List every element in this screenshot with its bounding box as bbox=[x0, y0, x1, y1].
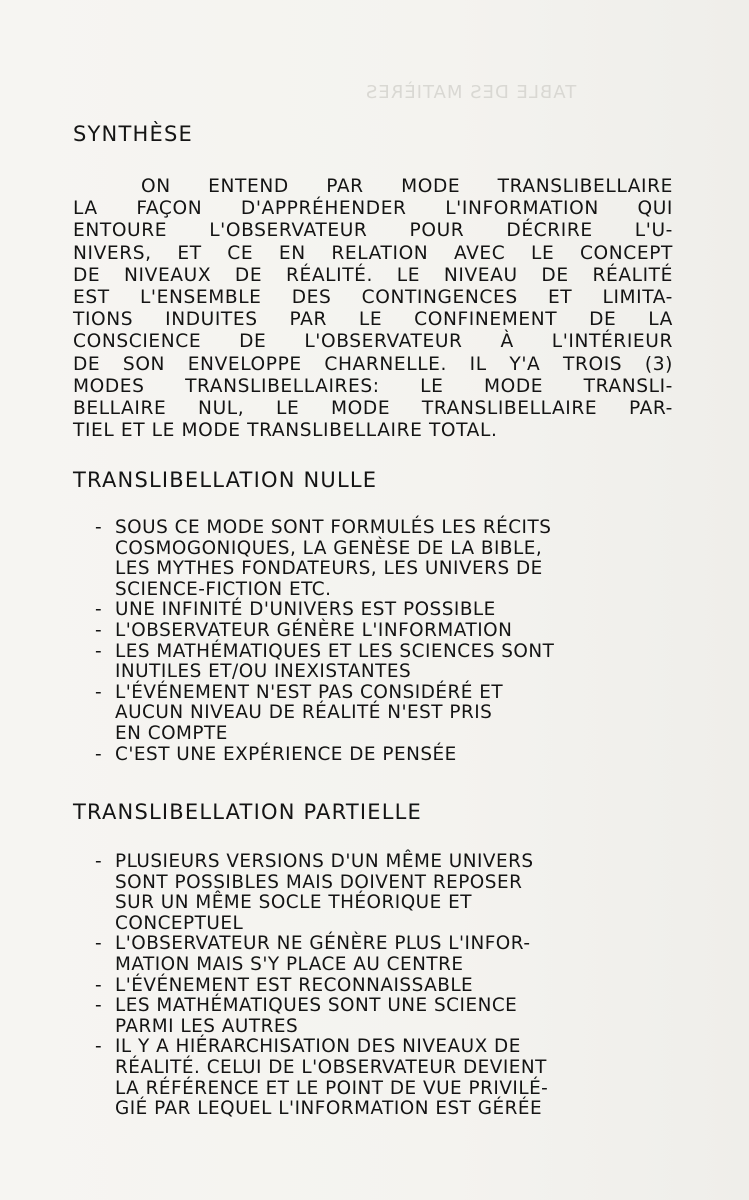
list-item-line: COSMOGONIQUES, LA GENÈSE DE LA BIBLE, bbox=[115, 537, 543, 559]
list-item-line: L'OBSERVATEUR GÉNÈRE L'INFORMATION bbox=[115, 619, 513, 641]
list-item bbox=[95, 996, 548, 1037]
list-item-line: INUTILES ET/OU INEXISTANTES bbox=[115, 661, 412, 683]
paragraph-line: CONSCIENCE DE L'OBSERVATEUR À L'INTÉRIEUR bbox=[73, 331, 673, 353]
list-item-line: C'EST UNE EXPÉRIENCE DE PENSÉE bbox=[115, 743, 457, 765]
paragraph-line: BELLAIRE NUL, LE MODE TRANSLIBELLAIRE PAR- bbox=[73, 398, 673, 420]
list-item bbox=[95, 745, 554, 766]
paragraph-line: EST L'ENSEMBLE DES CONTINGENCES ET LIMITA- bbox=[73, 287, 673, 309]
list-item-line: GIÉ PAR LEQUEL L'INFORMATION EST GÉRÉE bbox=[115, 1098, 543, 1120]
list-item-line: PLUSIEURS VERSIONS D'UN MÊME UNIVERS bbox=[115, 851, 534, 872]
paragraph-line: TIONS INDUITES PAR LE CONFINEMENT DE LA bbox=[73, 309, 673, 331]
paragraph-line: LA FAÇON D'APPRÉHENDER L'INFORMATION QUI bbox=[73, 198, 673, 220]
list-item-line: SUR UN MÊME SOCLE THÉORIQUE ET bbox=[115, 892, 472, 914]
bullet-dash: - bbox=[95, 599, 103, 621]
list-item-line: LES MATHÉMATIQUES ET LES SCIENCES SONT bbox=[115, 640, 555, 662]
list-item-line: LES MATHÉMATIQUES SONT UNE SCIENCE bbox=[115, 995, 518, 1017]
list-item-line: SONT POSSIBLES MAIS DOIVENT REPOSER bbox=[115, 871, 523, 893]
paragraph-line: MODES TRANSLIBELLAIRES: LE MODE TRANSLI- bbox=[73, 375, 673, 397]
list-item-line: AUCUN NIVEAU DE RÉALITÉ N'EST PRIS bbox=[115, 702, 493, 724]
list-nulle bbox=[95, 518, 554, 765]
list-item-line: PARMI LES AUTRES bbox=[115, 1015, 299, 1037]
section-heading-partielle: TRANSLIBELLATION PARTIELLE bbox=[73, 800, 422, 824]
paragraph-line: ON ENTEND PAR MODE TRANSLIBELLAIRE bbox=[141, 176, 673, 197]
list-item-line: IL Y A HIÉRARCHISATION DES NIVEAUX DE bbox=[115, 1036, 521, 1058]
list-item-line: L'ÉVÉNEMENT N'EST PAS CONSIDÉRÉ ET bbox=[115, 681, 504, 703]
bullet-dash: - bbox=[95, 851, 103, 872]
list-item-line: L'ÉVÉNEMENT EST RECONNAISSABLE bbox=[115, 974, 474, 996]
bullet-dash: - bbox=[95, 640, 103, 662]
section-heading-nulle: TRANSLIBELLATION NULLE bbox=[73, 468, 378, 492]
bullet-dash: - bbox=[95, 517, 103, 538]
intro-paragraph bbox=[73, 176, 673, 442]
list-item-line: LA RÉFÉRENCE ET LE POINT DE VUE PRIVILÉ- bbox=[115, 1077, 549, 1099]
list-item-line: SOUS CE MODE SONT FORMULÉS LES RÉCITS bbox=[115, 517, 552, 538]
paragraph-line: DE NIVEAUX DE RÉALITÉ. LE NIVEAU DE RÉALITÉ bbox=[73, 264, 673, 286]
list-item bbox=[95, 1037, 548, 1119]
list-item bbox=[95, 683, 554, 745]
list-item-line: L'OBSERVATEUR NE GÉNÈRE PLUS L'INFOR- bbox=[115, 933, 531, 955]
bullet-dash: - bbox=[95, 619, 103, 641]
list-item bbox=[95, 621, 554, 642]
bullet-dash: - bbox=[95, 974, 103, 996]
list-item-line: CONCEPTUEL bbox=[115, 912, 244, 934]
list-item-line: SCIENCE-FICTION ETC. bbox=[115, 578, 332, 600]
paragraph-line: TIEL ET LE MODE TRANSLIBELLAIRE TOTAL. bbox=[73, 420, 498, 442]
list-item bbox=[95, 976, 548, 997]
paragraph-line: NIVERS, ET CE EN RELATION AVEC LE CONCEPT bbox=[73, 242, 673, 264]
paragraph-line: ENTOURE L'OBSERVATEUR POUR DÉCRIRE L'U- bbox=[73, 220, 673, 242]
page-title: SYNTHÈSE bbox=[73, 122, 193, 146]
list-item-line: MATION MAIS S'Y PLACE AU CENTRE bbox=[115, 953, 464, 975]
bullet-dash: - bbox=[95, 681, 103, 703]
paragraph-line: DE SON ENVELOPPE CHARNELLE. IL Y'A TROIS (3) bbox=[73, 353, 673, 375]
bullet-dash: - bbox=[95, 1036, 103, 1058]
bullet-dash: - bbox=[95, 743, 103, 765]
list-item-line: LES MYTHES FONDATEURS, LES UNIVERS DE bbox=[115, 558, 543, 580]
list-item bbox=[95, 600, 554, 621]
list-item bbox=[95, 518, 554, 600]
bullet-dash: - bbox=[95, 933, 103, 955]
list-item bbox=[95, 642, 554, 683]
list-item-line: RÉALITÉ. CELUI DE L'OBSERVATEUR DEVIENT bbox=[115, 1056, 547, 1078]
bullet-dash: - bbox=[95, 995, 103, 1017]
list-item-line: UNE INFINITÉ D'UNIVERS EST POSSIBLE bbox=[115, 599, 496, 621]
list-item bbox=[95, 934, 548, 975]
show-through-text: TABLE DES MATIÈRES bbox=[365, 82, 577, 103]
list-item bbox=[95, 852, 548, 934]
list-partielle bbox=[95, 852, 548, 1120]
list-item-line: EN COMPTE bbox=[115, 722, 228, 744]
